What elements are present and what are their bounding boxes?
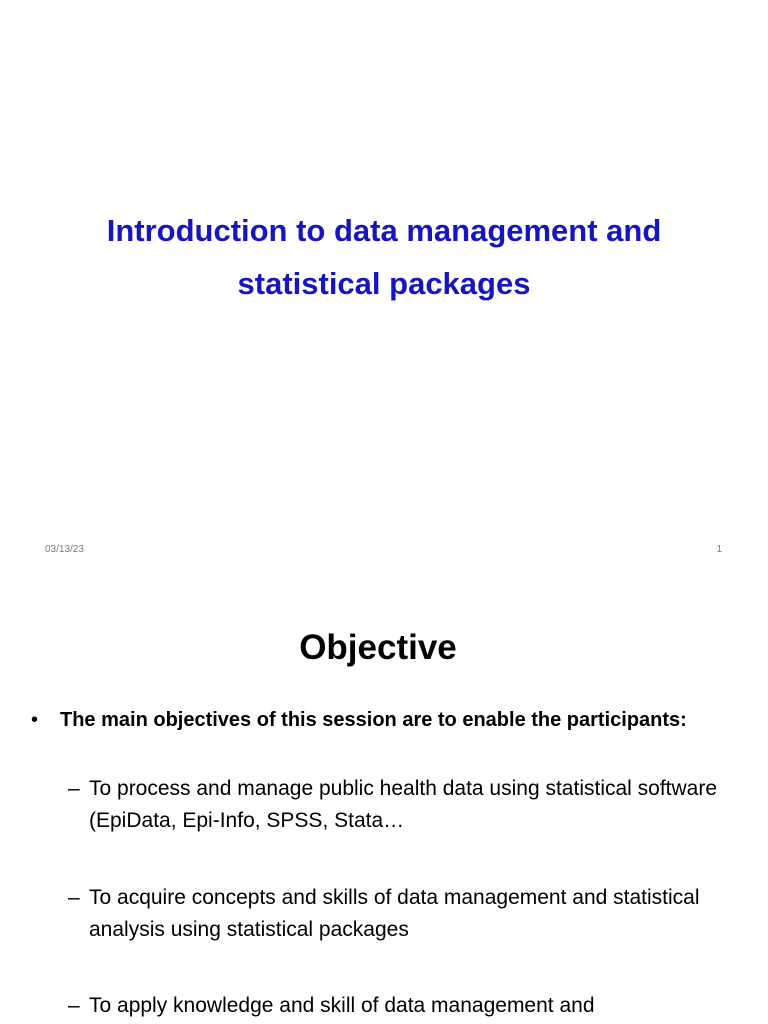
sub-bullet-text: To acquire concepts and skills of data management and statistical analysis using statistical packages [89, 886, 700, 941]
main-bullet-text: The main objectives of this session are to enable the participants: [60, 709, 687, 731]
objective-heading: Objective [299, 628, 457, 667]
objective-slide [0, 576, 768, 1024]
slide-date: 03/13/23 [45, 544, 84, 555]
slide-title-line-1: Introduction to data management and [106, 213, 662, 248]
dash-icon: – [68, 777, 80, 800]
bullet-icon: • [31, 709, 39, 731]
dash-icon: – [68, 886, 80, 909]
sub-bullet-text: To process and manage public health data using statistical software (EpiData, Epi-Info, SPSS, Stata… [89, 777, 718, 832]
dash-icon: – [68, 994, 80, 1017]
slide-title [0, 204, 768, 310]
sub-bullet-text: To apply knowledge and skill of data management and [89, 994, 595, 1017]
slide-title-line-2: statistical packages [237, 266, 531, 301]
slide-page-number: 1 [716, 544, 722, 555]
